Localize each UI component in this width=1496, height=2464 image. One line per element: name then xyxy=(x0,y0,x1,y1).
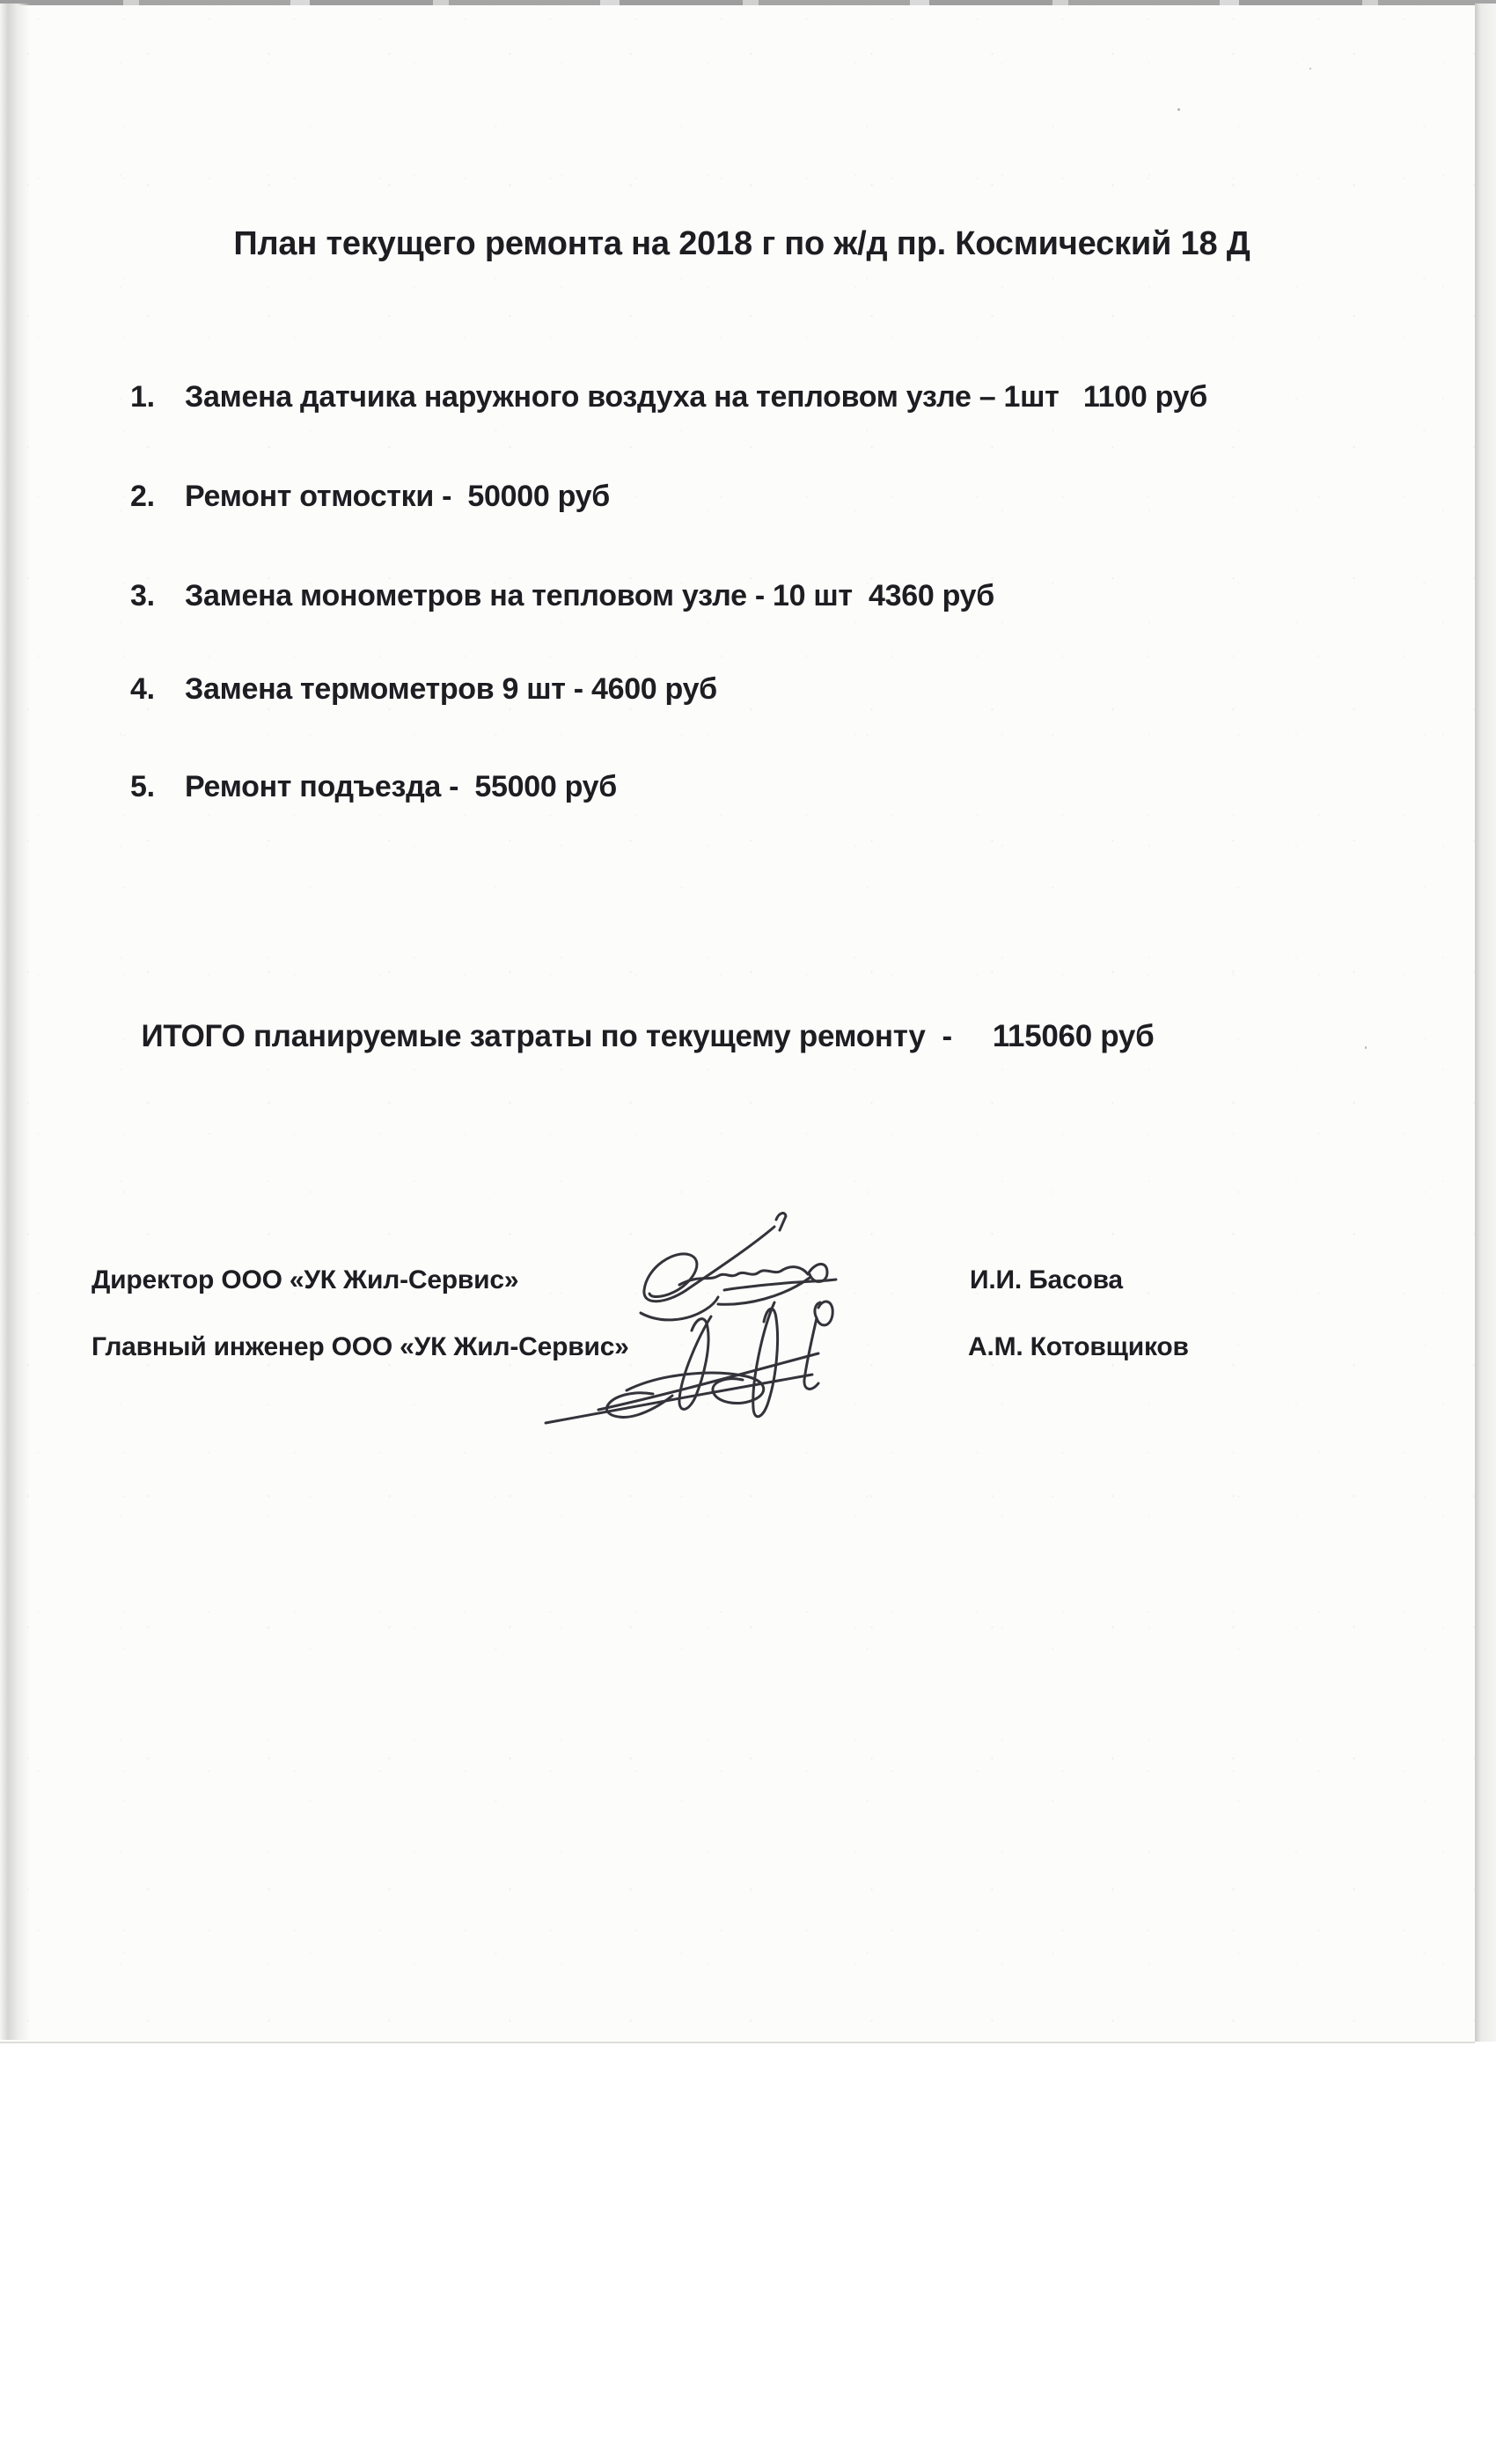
repair-item-4 xyxy=(130,672,717,707)
signatory-role-director: Директор ООО «УК Жил-Сервис» xyxy=(92,1265,519,1294)
item-text: Замена термометров 9 шт - 4600 руб xyxy=(185,672,717,706)
item-number: 5. xyxy=(130,770,155,803)
item-text: Замена монометров на тепловом узле - 10 шт 4360 руб xyxy=(185,579,994,612)
chief-engineer-signature-icon xyxy=(539,1278,842,1432)
item-number: 2. xyxy=(130,480,155,513)
total-value: 115060 руб xyxy=(992,1019,1155,1053)
scan-top-edge-artifact xyxy=(0,0,1496,5)
item-text: Ремонт отмостки - 50000 руб xyxy=(185,480,610,513)
item-number: 4. xyxy=(130,672,155,706)
total-label: ИТОГО планируемые затраты по текущему ремонту - xyxy=(141,1019,952,1053)
scan-left-edge-shadow xyxy=(0,4,30,2040)
signatory-role-chief-engineer: Главный инженер ООО «УК Жил-Сервис» xyxy=(92,1332,629,1361)
scan-speck xyxy=(1309,68,1311,70)
repair-item-5 xyxy=(130,770,617,804)
scan-right-edge-shadow xyxy=(1475,4,1496,2042)
item-text: Ремонт подъезда - 55000 руб xyxy=(185,770,617,803)
repair-item-3 xyxy=(130,579,994,613)
item-number: 1. xyxy=(130,380,155,414)
scan-speck xyxy=(1365,1046,1367,1049)
signatory-name-chief-engineer: А.М. Котовщиков xyxy=(968,1332,1189,1361)
item-text: Замена датчика наружного воздуха на тепловом узле – 1шт 1100 руб xyxy=(185,380,1207,414)
repair-item-1 xyxy=(130,380,1207,414)
total-line xyxy=(92,984,1154,1089)
scan-speck xyxy=(1177,108,1180,111)
signatory-name-director: И.И. Басова xyxy=(970,1265,1123,1294)
scan-speck xyxy=(260,604,263,605)
document-title: План текущего ремонта на 2018 г по ж/д пр. Космический 18 Д xyxy=(233,225,1250,262)
item-number: 3. xyxy=(130,579,155,612)
repair-item-2 xyxy=(130,480,610,514)
